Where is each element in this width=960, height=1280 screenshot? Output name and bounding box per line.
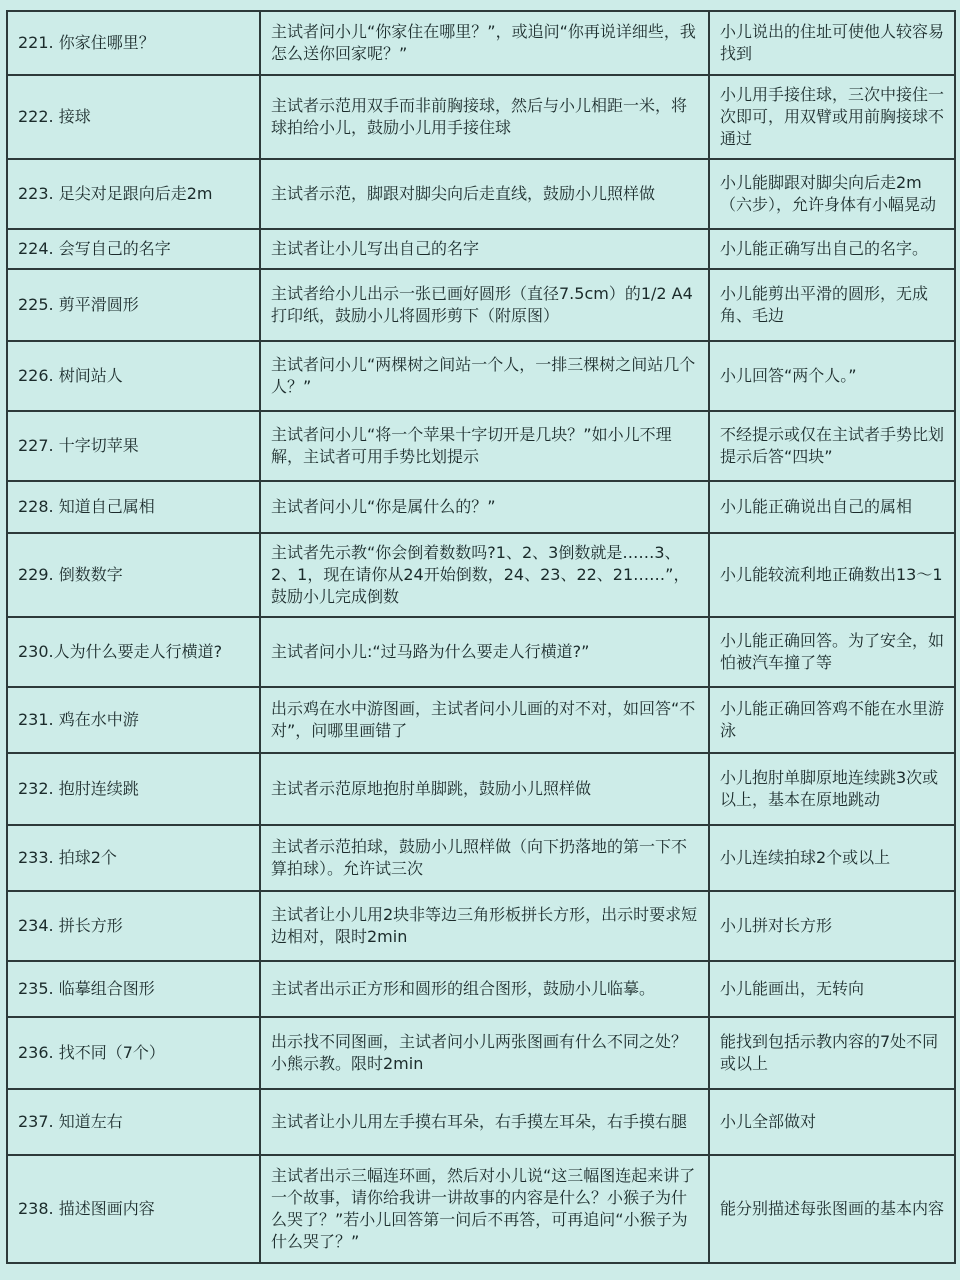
table-row — [7, 269, 955, 341]
procedure-cell: 主试者示范用双手而非前胸接球，然后与小儿相距一米，将球拍给小儿，鼓励小儿用手接住球 — [260, 75, 709, 159]
criterion-cell: 小儿能剪出平滑的圆形，无成角、毛边 — [709, 269, 955, 341]
criterion-cell: 能找到包括示教内容的7处不同或以上 — [709, 1017, 955, 1089]
procedure-cell: 主试者给小儿出示一张已画好圆形（直径7.5cm）的1/2 A4打印纸，鼓励小儿将圆形剪下（附原图） — [260, 269, 709, 341]
item-cell: 237. 知道左右 — [7, 1089, 260, 1155]
criterion-cell: 小儿能正确说出自己的属相 — [709, 481, 955, 533]
item-cell: 238. 描述图画内容 — [7, 1155, 260, 1263]
procedure-cell: 主试者示范原地抱肘单脚跳，鼓励小儿照样做 — [260, 753, 709, 825]
criterion-cell: 小儿拼对长方形 — [709, 891, 955, 961]
item-cell: 228. 知道自己属相 — [7, 481, 260, 533]
procedure-cell: 主试者出示三幅连环画，然后对小儿说“这三幅图连起来讲了一个故事，请你给我讲一讲故事的内容是什么？小猴子为什么哭了？”若小儿回答第一问后不再答，可再追问“小猴子为什么哭了？” — [260, 1155, 709, 1263]
item-cell: 222. 接球 — [7, 75, 260, 159]
table-row — [7, 159, 955, 229]
procedure-cell: 主试者问小儿“你是属什么的？” — [260, 481, 709, 533]
criterion-cell: 小儿能较流利地正确数出13～1 — [709, 533, 955, 617]
criterion-cell: 小儿能画出，无转向 — [709, 961, 955, 1017]
item-cell: 223. 足尖对足跟向后走2m — [7, 159, 260, 229]
item-cell: 225. 剪平滑圆形 — [7, 269, 260, 341]
table-row — [7, 11, 955, 75]
criterion-cell: 小儿能脚跟对脚尖向后走2m（六步），允许身体有小幅晃动 — [709, 159, 955, 229]
table-row — [7, 617, 955, 687]
item-cell: 232. 抱肘连续跳 — [7, 753, 260, 825]
criterion-cell: 小儿全部做对 — [709, 1089, 955, 1155]
procedure-cell: 主试者示范，脚跟对脚尖向后走直线，鼓励小儿照样做 — [260, 159, 709, 229]
criterion-cell: 小儿能正确回答。为了安全，如怕被汽车撞了等 — [709, 617, 955, 687]
criterion-cell: 小儿说出的住址可使他人较容易找到 — [709, 11, 955, 75]
table-row — [7, 891, 955, 961]
table-row — [7, 825, 955, 891]
assessment-table — [6, 10, 956, 1264]
procedure-cell: 主试者让小儿用2块非等边三角形板拼长方形，出示时要求短边相对，限时2min — [260, 891, 709, 961]
item-cell: 227. 十字切苹果 — [7, 411, 260, 481]
table-row — [7, 1155, 955, 1263]
table-row — [7, 411, 955, 481]
procedure-cell: 主试者问小儿“两棵树之间站一个人，一排三棵树之间站几个人？” — [260, 341, 709, 411]
item-cell: 233. 拍球2个 — [7, 825, 260, 891]
item-cell: 229. 倒数数字 — [7, 533, 260, 617]
criterion-cell: 小儿用手接住球，三次中接住一次即可，用双臂或用前胸接球不通过 — [709, 75, 955, 159]
procedure-cell: 出示鸡在水中游图画，主试者问小儿画的对不对，如回答“不对”，问哪里画错了 — [260, 687, 709, 753]
table-row — [7, 229, 955, 269]
item-cell: 226. 树间站人 — [7, 341, 260, 411]
procedure-cell: 主试者问小儿:“过马路为什么要走人行横道?” — [260, 617, 709, 687]
table-row — [7, 961, 955, 1017]
criterion-cell: 能分别描述每张图画的基本内容 — [709, 1155, 955, 1263]
table-row — [7, 481, 955, 533]
procedure-cell: 主试者让小儿用左手摸右耳朵，右手摸左耳朵，右手摸右腿 — [260, 1089, 709, 1155]
procedure-cell: 主试者先示教“你会倒着数数吗?1、2、3倒数就是……3、2、1，现在请你从24开始倒数，24、23、22、21……”，鼓励小儿完成倒数 — [260, 533, 709, 617]
procedure-cell: 主试者示范拍球，鼓励小儿照样做（向下扔落地的第一下不算拍球）。允许试三次 — [260, 825, 709, 891]
table-row — [7, 1089, 955, 1155]
criterion-cell: 小儿抱肘单脚原地连续跳3次或以上，基本在原地跳动 — [709, 753, 955, 825]
table-row — [7, 687, 955, 753]
item-cell: 235. 临摹组合图形 — [7, 961, 260, 1017]
procedure-cell: 出示找不同图画，主试者问小儿两张图画有什么不同之处？小熊示教。限时2min — [260, 1017, 709, 1089]
table-row — [7, 753, 955, 825]
item-cell: 234. 拼长方形 — [7, 891, 260, 961]
item-cell: 230.人为什么要走人行横道? — [7, 617, 260, 687]
table-row — [7, 341, 955, 411]
item-cell: 231. 鸡在水中游 — [7, 687, 260, 753]
item-cell: 236. 找不同（7个） — [7, 1017, 260, 1089]
item-cell: 224. 会写自己的名字 — [7, 229, 260, 269]
procedure-cell: 主试者问小儿“将一个苹果十字切开是几块？”如小儿不理解，主试者可用手势比划提示 — [260, 411, 709, 481]
criterion-cell: 小儿回答“两个人。” — [709, 341, 955, 411]
procedure-cell: 主试者让小儿写出自己的名字 — [260, 229, 709, 269]
procedure-cell: 主试者问小儿“你家住在哪里？”，或追问“你再说详细些，我怎么送你回家呢？” — [260, 11, 709, 75]
table-body — [7, 11, 955, 1263]
criterion-cell: 小儿能正确写出自己的名字。 — [709, 229, 955, 269]
table-row — [7, 1017, 955, 1089]
criterion-cell: 小儿连续拍球2个或以上 — [709, 825, 955, 891]
table-row — [7, 75, 955, 159]
item-cell: 221. 你家住哪里？ — [7, 11, 260, 75]
table-row — [7, 533, 955, 617]
procedure-cell: 主试者出示正方形和圆形的组合图形，鼓励小儿临摹。 — [260, 961, 709, 1017]
criterion-cell: 不经提示或仅在主试者手势比划提示后答“四块” — [709, 411, 955, 481]
criterion-cell: 小儿能正确回答鸡不能在水里游泳 — [709, 687, 955, 753]
